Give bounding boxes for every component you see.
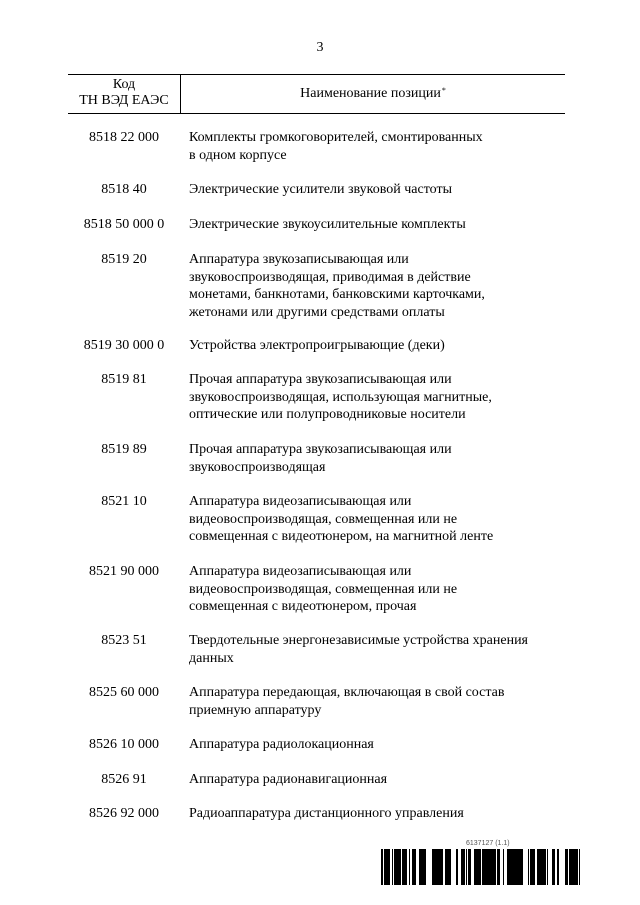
barcode-bar xyxy=(537,849,539,885)
barcode-image xyxy=(380,849,580,885)
barcode-bar xyxy=(574,849,577,885)
footnote-mark: * xyxy=(441,86,446,95)
barcode-bar xyxy=(419,849,420,885)
barcode-bar xyxy=(414,849,415,885)
position-name xyxy=(189,563,569,616)
tn-ved-code: 8518 50 000 0 xyxy=(83,217,165,232)
table-row xyxy=(68,371,565,422)
barcode-bar xyxy=(389,849,390,885)
barcode-bar xyxy=(532,849,533,885)
barcode-bar xyxy=(530,849,532,885)
barcode-bar xyxy=(466,849,467,885)
tn-ved-code: 8526 10 000 xyxy=(89,737,159,752)
barcode-bar xyxy=(490,849,493,885)
barcode-bar xyxy=(477,849,478,885)
tn-ved-code: 8521 90 000 xyxy=(89,564,159,579)
barcode-bar xyxy=(558,849,559,885)
tn-ved-code: 8519 30 000 0 xyxy=(83,338,165,353)
barcode-bar xyxy=(456,849,457,885)
position-name-line: Радиоаппаратура дистанционного управления xyxy=(189,806,464,821)
position-name xyxy=(189,251,569,321)
barcode-bar xyxy=(457,849,458,885)
position-name xyxy=(189,493,569,546)
position-name-line: звуковоспроизводящая, использующая магнитные, xyxy=(189,389,492,405)
barcode-bar xyxy=(421,849,423,885)
position-name xyxy=(189,181,569,199)
position-name xyxy=(189,216,569,234)
table-row xyxy=(68,181,565,199)
table-row xyxy=(68,771,565,789)
position-name-line: данных xyxy=(189,650,234,666)
barcode-bar xyxy=(381,849,382,885)
position-name-line: оптические или полупроводниковые носители xyxy=(189,407,466,422)
table-row xyxy=(68,632,565,666)
barcode-bar xyxy=(403,849,405,885)
barcode-bar xyxy=(409,849,410,885)
barcode-bar xyxy=(544,849,546,885)
barcode-bar xyxy=(478,849,480,885)
barcode-bar xyxy=(518,849,520,885)
table-row xyxy=(68,441,565,475)
position-name-line: звуковоспроизводящая xyxy=(189,459,326,475)
barcode-bar xyxy=(539,849,540,885)
barcode-bar xyxy=(434,849,435,885)
position-name xyxy=(189,371,569,424)
barcode-bar xyxy=(520,849,522,885)
position-name-line: Прочая аппаратура звукозаписывающая или xyxy=(189,372,452,387)
barcode-bar xyxy=(577,849,578,885)
barcode-bar xyxy=(439,849,441,885)
barcode-bar xyxy=(503,849,504,885)
position-name-line: Электрические усилители звуковой частоты xyxy=(189,182,452,197)
barcode-bar xyxy=(497,849,500,885)
barcode-bar xyxy=(435,849,436,885)
barcode-bar xyxy=(402,849,403,885)
position-name xyxy=(189,771,569,789)
position-name xyxy=(189,632,569,667)
position-name-line: Аппаратура звукозаписывающая или xyxy=(189,252,409,267)
barcode-bar xyxy=(415,849,416,885)
barcode-bar xyxy=(468,849,469,885)
position-name xyxy=(189,684,569,719)
table-row xyxy=(68,216,565,234)
barcode-bar xyxy=(396,849,398,885)
position-name-line: Аппаратура радиолокационная xyxy=(189,737,374,752)
position-name-line: Аппаратура радионавигационная xyxy=(189,772,388,787)
table-row xyxy=(68,493,565,544)
tn-ved-code: 8519 20 xyxy=(101,252,147,267)
barcode-bar xyxy=(547,849,548,885)
barcode-bar xyxy=(436,849,439,885)
tn-ved-code: 8518 40 xyxy=(101,182,147,197)
barcode-bar xyxy=(487,849,490,885)
barcode-bar xyxy=(384,849,386,885)
tn-ved-code: 8526 91 xyxy=(101,772,147,787)
barcode-bar xyxy=(516,849,518,885)
barcode-bar xyxy=(447,849,450,885)
barcode-bar xyxy=(483,849,486,885)
barcode-bar xyxy=(534,849,535,885)
table-row xyxy=(68,129,565,163)
tn-ved-code: 8521 10 xyxy=(101,494,147,509)
barcode-bar xyxy=(382,849,383,885)
barcode-bar xyxy=(540,849,541,885)
position-name-line: Аппаратура передающая, включающая в свой состав xyxy=(189,685,505,700)
position-name-line: монетами, банкнотами, банковскими карточками, xyxy=(189,287,485,302)
position-name-line: видеовоспроизводящая, совмещенная или не xyxy=(189,581,458,597)
barcode-bar xyxy=(541,849,544,885)
barcode-bar xyxy=(579,849,580,885)
tn-ved-code: 8525 60 000 xyxy=(89,685,159,700)
barcode-bar xyxy=(552,849,554,885)
position-name xyxy=(189,441,569,476)
barcode-bar xyxy=(464,849,465,885)
barcode-bar xyxy=(522,849,523,885)
barcode-bar xyxy=(533,849,534,885)
barcode-bar xyxy=(461,849,462,885)
position-name-line: Аппаратура видеозаписывающая или xyxy=(189,564,412,579)
header-name-label: Наименование позиции xyxy=(300,86,441,101)
table-row xyxy=(68,684,565,718)
page-number: 3 xyxy=(316,40,324,55)
table-row xyxy=(68,805,565,823)
position-name-line: Твердотельные энергонезависимые устройства хранения xyxy=(189,633,528,648)
barcode-bar xyxy=(386,849,389,885)
barcode-bar xyxy=(424,849,426,885)
table-row xyxy=(68,736,565,754)
barcode-bar xyxy=(423,849,424,885)
tn-ved-code: 8523 51 xyxy=(101,633,147,648)
barcode-bar xyxy=(528,849,529,885)
barcode-label: 6137127 (1.1) xyxy=(466,840,510,847)
barcode-bar xyxy=(463,849,464,885)
barcode-bar xyxy=(554,849,555,885)
position-name xyxy=(189,736,569,754)
position-name-line: видеовоспроизводящая, совмещенная или не xyxy=(189,511,458,527)
barcode-bar xyxy=(450,849,451,885)
barcode-bar xyxy=(445,849,447,885)
barcode-bar xyxy=(480,849,481,885)
barcode-bar xyxy=(398,849,401,885)
header-code-sublabel: ТН ВЭД ЕАЭС xyxy=(79,93,169,108)
barcode-bar xyxy=(507,849,509,885)
barcode-bar xyxy=(486,849,487,885)
tn-ved-code: 8518 22 000 xyxy=(89,130,159,145)
barcode-bar xyxy=(569,849,571,885)
tn-ved-code: 8526 92 000 xyxy=(89,806,159,821)
tn-ved-code: 8519 81 xyxy=(101,372,147,387)
header-code-column xyxy=(68,77,180,109)
barcode-bar xyxy=(394,849,396,885)
header-code-label: Код xyxy=(112,77,136,92)
position-name-line: Аппаратура видеозаписывающая или xyxy=(189,494,412,509)
barcode-bar xyxy=(474,849,477,885)
table-top-rule xyxy=(68,74,565,75)
position-name-line: Устройства электропроигрывающие (деки) xyxy=(189,338,445,353)
position-name-line: в одном корпусе xyxy=(189,147,287,163)
table-row xyxy=(68,563,565,614)
position-name xyxy=(189,129,569,164)
table-row xyxy=(68,337,565,355)
barcode-bar xyxy=(405,849,407,885)
barcode-bar xyxy=(470,849,471,885)
barcode-bar xyxy=(565,849,568,885)
barcode-bar xyxy=(571,849,574,885)
position-name xyxy=(189,805,569,823)
barcode-bar xyxy=(557,849,558,885)
barcode-bar xyxy=(493,849,496,885)
table-row xyxy=(68,251,565,320)
position-name-line: приемную аппаратуру xyxy=(189,702,322,718)
barcode-bar xyxy=(441,849,443,885)
position-name-line: звуковоспроизводящая, приводимая в действие xyxy=(189,269,471,285)
barcode-bar xyxy=(432,849,434,885)
barcode-bar xyxy=(462,849,463,885)
table-header-rule xyxy=(68,113,565,114)
position-name-line: Комплекты громкоговорителей, смонтированных xyxy=(189,130,483,145)
barcode-bar xyxy=(469,849,470,885)
position-name-line: совмещенная с видеотюнером, на магнитной ленте xyxy=(189,529,494,544)
barcode-bar xyxy=(509,849,512,885)
barcode-bar xyxy=(513,849,516,885)
tn-ved-code: 8519 89 xyxy=(101,442,147,457)
barcode-bar xyxy=(392,849,393,885)
position-name-line: Прочая аппаратура звукозаписывающая или xyxy=(189,442,452,457)
position-name-line: Электрические звукоусилительные комплекты xyxy=(189,217,466,232)
header-name-column xyxy=(181,86,565,102)
barcode-bar xyxy=(482,849,483,885)
barcode-bar xyxy=(420,849,421,885)
barcode-bar xyxy=(412,849,414,885)
position-name-line: совмещенная с видеотюнером, прочая xyxy=(189,599,417,614)
position-name xyxy=(189,337,569,355)
position-name-line: жетонами или другими средствами оплаты xyxy=(189,304,445,320)
barcode-bar xyxy=(512,849,513,885)
